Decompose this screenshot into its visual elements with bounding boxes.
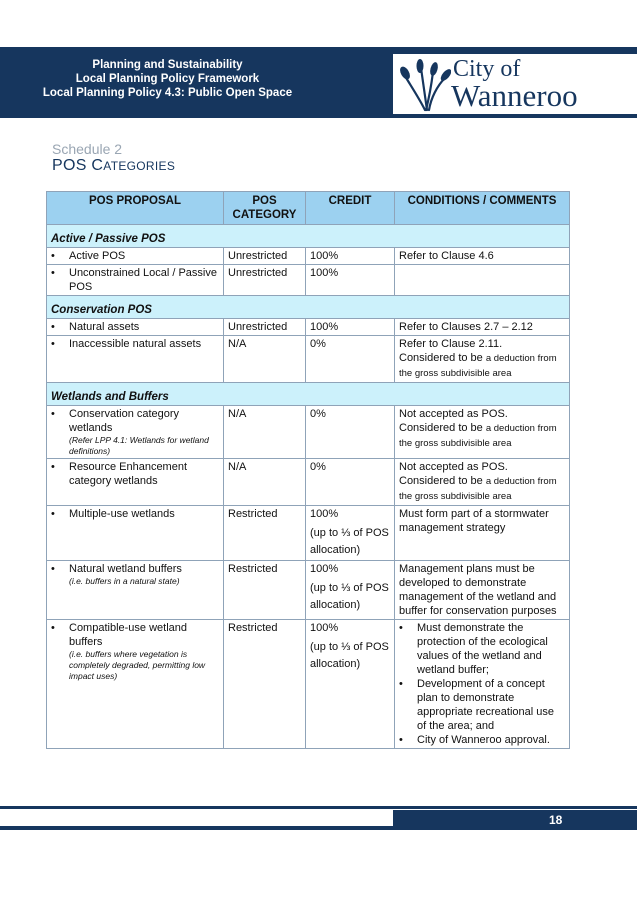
proposal-cell: Natural assets bbox=[69, 321, 140, 333]
conditions-cell bbox=[395, 620, 570, 749]
table-row: • Compatible-use wetland buffers (i.e. buffers where vegetation is completely degraded, permitting low impact uses) Restricted 100% (up to ⅓ of POS allocation) • Must demonstrate the protection of the ecological values of the wetland and wetland buffer; • Development of a concept plan to demonstrate appropriate recreational use of the area; and • City of Wanneroo approval. bbox=[47, 620, 570, 749]
list-item: • City of Wanneroo approval. bbox=[399, 734, 550, 746]
conditions-b: Considered to be bbox=[399, 422, 483, 434]
conditions-c: a deduction from the gross subdivisible area bbox=[399, 353, 557, 379]
logo-wanneroo-text: Wanneroo bbox=[451, 78, 578, 113]
section-title: Wetlands and Buffers bbox=[47, 383, 570, 406]
conditions-list bbox=[399, 621, 565, 747]
table-row: • Resource Enhancement category wetlands N/A 0% Not accepted as POS. Considered to be a deduction from the gross subdivisible area bbox=[47, 459, 570, 506]
title-big: POS C bbox=[52, 157, 104, 174]
category-cell: Unrestricted bbox=[224, 265, 306, 296]
header-text bbox=[0, 58, 335, 100]
credit-cell: 100% bbox=[306, 248, 395, 265]
credit-cell bbox=[306, 506, 395, 561]
conditions-cell: Refer to Clause 4.6 bbox=[395, 248, 570, 265]
credit-cell: 0% bbox=[306, 406, 395, 459]
category-cell: Restricted bbox=[224, 620, 306, 749]
conditions-b: Considered to be bbox=[399, 475, 483, 487]
credit-note: (up to ⅓ of POS allocation) bbox=[310, 641, 389, 670]
category-cell: Unrestricted bbox=[224, 319, 306, 336]
credit-note: (up to ⅓ of POS allocation) bbox=[310, 527, 389, 556]
proposal-cell: Resource Enhancement category wetlands bbox=[69, 461, 188, 487]
section-title: Conservation POS bbox=[47, 296, 570, 319]
header-line-1: Planning and Sustainability bbox=[92, 59, 243, 71]
credit-value: 100% bbox=[310, 563, 339, 575]
credit-cell bbox=[306, 561, 395, 620]
proposal-cell: Active POS bbox=[69, 250, 126, 262]
proposal-cell: Multiple-use wetlands bbox=[69, 508, 175, 520]
section-row bbox=[47, 383, 570, 406]
conditions-cell: Refer to Clauses 2.7 – 2.12 bbox=[395, 319, 570, 336]
table-row: • Active POS Unrestricted 100% Refer to Clause 4.6 bbox=[47, 248, 570, 265]
wanneroo-emblem-icon bbox=[399, 58, 451, 112]
page-number: 18 bbox=[549, 813, 563, 827]
category-cell: N/A bbox=[224, 336, 306, 383]
header-line-2: Local Planning Policy Framework bbox=[75, 73, 260, 85]
credit-cell: 100% bbox=[306, 319, 395, 336]
conditions-cell bbox=[395, 406, 570, 459]
proposal-cell: Natural wetland buffers bbox=[69, 563, 182, 575]
conditions-cell bbox=[395, 336, 570, 383]
conditions-a: Not accepted as POS. bbox=[399, 408, 508, 420]
header-proposal: POS PROPOSAL bbox=[47, 192, 224, 225]
table-row: • Natural assets Unrestricted 100% Refer to Clauses 2.7 – 2.12 bbox=[47, 319, 570, 336]
proposal-cell: Compatible-use wetland buffers bbox=[69, 622, 188, 648]
city-logo bbox=[393, 54, 637, 114]
category-cell: N/A bbox=[224, 406, 306, 459]
category-cell: N/A bbox=[224, 459, 306, 506]
conditions-cell: Must form part of a stormwater management strategy bbox=[395, 506, 570, 561]
header-conditions: CONDITIONS / COMMENTS bbox=[395, 192, 570, 225]
title-small: ATEGORIES bbox=[103, 159, 176, 173]
conditions-b: Considered to be bbox=[399, 352, 483, 364]
conditions-list-text: Development of a concept plan to demonstrate appropriate recreational use of the area; and bbox=[417, 678, 554, 732]
category-cell: Unrestricted bbox=[224, 248, 306, 265]
credit-cell: 100% bbox=[306, 265, 395, 296]
conditions-list-text: City of Wanneroo approval. bbox=[417, 734, 550, 746]
category-cell: Restricted bbox=[224, 506, 306, 561]
table-row: • Unconstrained Local / Passive POS Unrestricted 100% bbox=[47, 265, 570, 296]
logo-city-text: City of bbox=[453, 56, 521, 82]
list-item: • Must demonstrate the protection of the ecological values of the wetland and wetland buffer; bbox=[399, 621, 565, 677]
table-row: • Natural wetland buffers (i.e. buffers in a natural state) Restricted 100% (up to ⅓ of POS allocation) Management plans must be developed to demonstrate management of the wetland and buffer for conservation purposes bbox=[47, 561, 570, 620]
table-header-row bbox=[47, 192, 570, 225]
proposal-note: (Refer LPP 4.1: Wetlands for wetland definitions) bbox=[69, 435, 209, 456]
credit-cell: 0% bbox=[306, 459, 395, 506]
header-credit: CREDIT bbox=[306, 192, 395, 225]
conditions-cell bbox=[395, 459, 570, 506]
section-title: Active / Passive POS bbox=[47, 225, 570, 248]
credit-cell bbox=[306, 620, 395, 749]
conditions-list-text: Must demonstrate the protection of the ecological values of the wetland and wetland buffer; bbox=[417, 622, 548, 676]
credit-note: (up to ⅓ of POS allocation) bbox=[310, 582, 389, 611]
header-line-3: Local Planning Policy 4.3: Public Open Space bbox=[42, 87, 293, 99]
proposal-note: (i.e. buffers where vegetation is completely degraded, permitting low impact uses) bbox=[69, 649, 206, 681]
conditions-a: Not accepted as POS. bbox=[399, 461, 508, 473]
footer-rule-lower bbox=[0, 826, 393, 830]
conditions-a: Refer to Clause 2.11. bbox=[399, 338, 503, 350]
credit-value: 100% bbox=[310, 508, 339, 520]
table-row: • Inaccessible natural assets N/A 0% Refer to Clause 2.11. Considered to be a deduction from the gross subdivisible area bbox=[47, 336, 570, 383]
table-row: • Conservation category wetlands (Refer LPP 4.1: Wetlands for wetland definitions) N/A 0% Not accepted as POS. Considered to be a deduction from the gross subdivisible area bbox=[47, 406, 570, 459]
category-cell: Restricted bbox=[224, 561, 306, 620]
conditions-c: a deduction from the gross subdivisible area bbox=[399, 476, 557, 502]
credit-value: 100% bbox=[310, 622, 339, 634]
footer-rule bbox=[0, 806, 637, 809]
proposal-cell: Inaccessible natural assets bbox=[69, 338, 202, 350]
schedule-label: Schedule 2 bbox=[52, 141, 123, 157]
section-row bbox=[47, 225, 570, 248]
conditions-c: a deduction from the gross subdivisible area bbox=[399, 423, 557, 449]
proposal-note: (i.e. buffers in a natural state) bbox=[69, 576, 180, 586]
pos-categories-table bbox=[46, 191, 570, 749]
header-category: POS CATEGORY bbox=[224, 192, 306, 225]
conditions-cell bbox=[395, 265, 570, 296]
footer-band bbox=[393, 810, 637, 830]
proposal-cell: Conservation category wetlands bbox=[69, 408, 180, 434]
table-row: • Multiple-use wetlands Restricted 100% (up to ⅓ of POS allocation) Must form part of a stormwater management strategy bbox=[47, 506, 570, 561]
proposal-cell: Unconstrained Local / Passive POS bbox=[69, 267, 217, 293]
credit-cell: 0% bbox=[306, 336, 395, 383]
list-item: • Development of a concept plan to demonstrate appropriate recreational use of the area; and bbox=[399, 677, 565, 733]
section-row bbox=[47, 296, 570, 319]
conditions-cell: Management plans must be developed to demonstrate management of the wetland and buffer for conservation purposes bbox=[395, 561, 570, 620]
page-title bbox=[52, 157, 175, 175]
